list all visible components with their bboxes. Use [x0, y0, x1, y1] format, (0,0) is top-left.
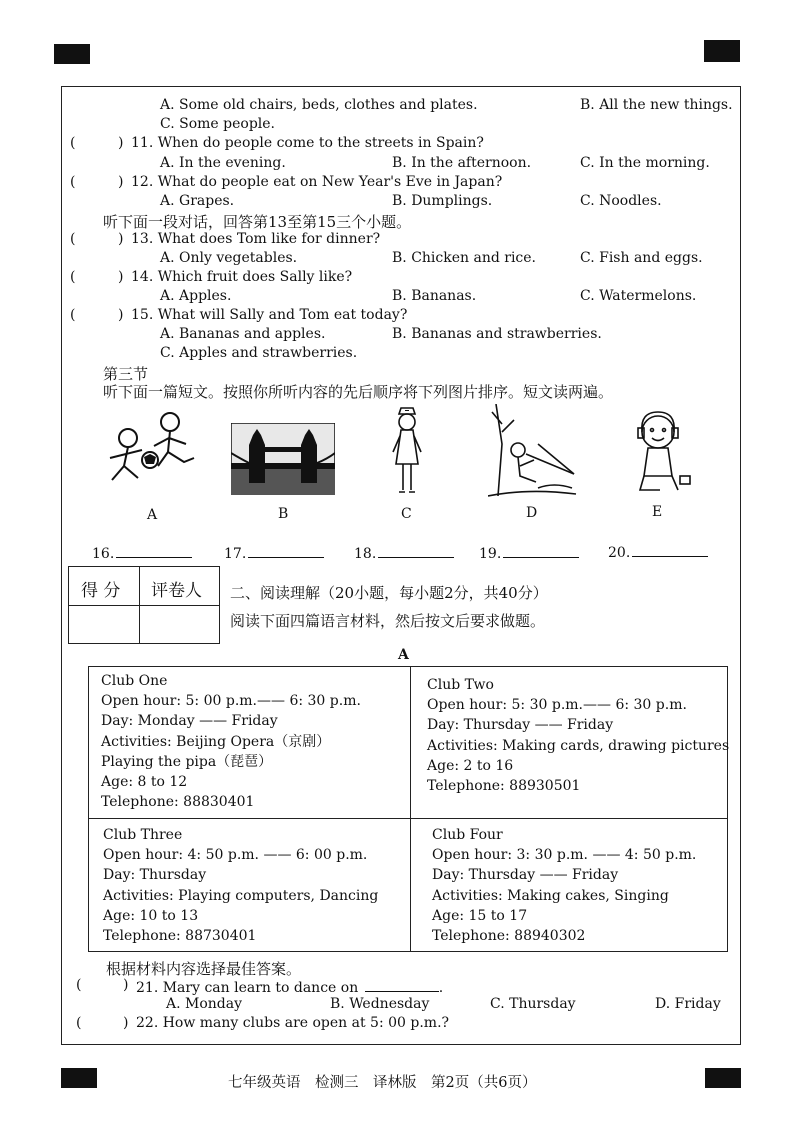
- club-two-activities: Activities: Making cards, drawing pictures: [427, 737, 730, 754]
- picture-d-fishing-boy: [488, 404, 578, 500]
- picture-c-nurse: [390, 406, 424, 498]
- blank-18[interactable]: [354, 543, 454, 562]
- registration-mark-top-right: [704, 40, 740, 62]
- q21-option-c: C. Thursday: [490, 996, 576, 1012]
- q22-close-paren: ): [123, 1015, 129, 1031]
- q21-close-paren: ): [123, 977, 129, 993]
- q12-option-b: B. Dumplings.: [392, 193, 493, 209]
- q11-option-c: C. In the morning.: [580, 155, 710, 171]
- page-footer: 七年级英语 检测三 译林版 第2页（共6页）: [228, 1075, 537, 1091]
- q11-option-a: A. In the evening.: [160, 155, 286, 171]
- dialog-instruction: 听下面一段对话，回答第13至第15三个小题。: [103, 213, 412, 231]
- q21-stem-text: 21. Mary can learn to dance on: [136, 980, 359, 996]
- picture-label-e: E: [652, 504, 663, 520]
- club-two-name: Club Two: [427, 677, 494, 693]
- part2-instruction: 阅读下面四篇语言材料，然后按文后要求做题。: [230, 612, 546, 630]
- picture-label-a: A: [147, 507, 158, 523]
- club-two-day: Day: Thursday —— Friday: [427, 717, 614, 734]
- q13-stem: 13. What does Tom like for dinner?: [131, 231, 381, 247]
- q10-option-a: A. Some old chairs, beds, clothes and plates.: [160, 97, 478, 113]
- q21-option-a: A. Monday: [166, 996, 243, 1012]
- q21-answer-line[interactable]: [365, 977, 439, 992]
- picture-label-d: D: [526, 505, 538, 521]
- q14-option-a: A. Apples.: [160, 288, 232, 304]
- club-three-day: Day: Thursday: [103, 867, 207, 884]
- club-two: [427, 675, 729, 796]
- club-two-age: Age: 2 to 16: [427, 757, 514, 774]
- q13-option-c: C. Fish and eggs.: [580, 250, 703, 266]
- q12-close-paren: ): [118, 174, 124, 190]
- grader-label: 评卷人: [151, 581, 202, 601]
- q22-open-paren: (: [76, 1015, 82, 1031]
- section3-title: 第三节: [103, 365, 149, 383]
- score-box: [68, 566, 220, 644]
- q15-option-b: B. Bananas and strawberries.: [392, 326, 602, 342]
- club-four-open-hour: Open hour: 3: 30 p.m. —— 4: 50 p.m.: [432, 847, 697, 864]
- q14-option-b: B. Bananas.: [392, 288, 477, 304]
- q14-option-c: C. Watermelons.: [580, 288, 697, 304]
- club-three-activities: Activities: Playing computers, Dancing: [103, 887, 379, 904]
- q15-stem: 15. What will Sally and Tom eat today?: [131, 307, 408, 323]
- blank-20-number: 20.: [608, 545, 631, 561]
- q10-option-b: B. All the new things.: [580, 97, 733, 113]
- q21-open-paren: (: [76, 977, 82, 993]
- clubs-table: [88, 666, 728, 952]
- clubs-table-row-divider: [89, 818, 727, 819]
- q12-option-a: A. Grapes.: [160, 193, 235, 209]
- q13-option-a: A. Only vegetables.: [160, 250, 298, 266]
- registration-mark-top-left: [54, 44, 90, 64]
- blank-17-line[interactable]: [248, 543, 324, 558]
- blank-18-line[interactable]: [378, 543, 454, 558]
- picture-e-child-with-headphones: [630, 406, 694, 494]
- club-four-name: Club Four: [432, 827, 503, 843]
- blank-16-number: 16.: [92, 546, 115, 562]
- q15-option-c: C. Apples and strawberries.: [160, 345, 358, 361]
- q12-option-c: C. Noodles.: [580, 193, 662, 209]
- club-one-activities-2: Playing the pipa（琵琶）: [101, 753, 273, 770]
- club-four-day: Day: Thursday —— Friday: [432, 867, 619, 884]
- picture-label-b: B: [278, 506, 289, 522]
- score-label: 得 分: [81, 581, 121, 601]
- q11-option-b: B. In the afternoon.: [392, 155, 532, 171]
- club-one-age: Age: 8 to 12: [101, 774, 188, 791]
- blank-18-number: 18.: [354, 546, 377, 562]
- club-four-activities: Activities: Making cakes, Singing: [432, 887, 669, 904]
- q15-option-a: A. Bananas and apples.: [160, 326, 326, 342]
- clubs-table-column-divider: [410, 667, 411, 951]
- club-three-open-hour: Open hour: 4: 50 p.m. —— 6: 00 p.m.: [103, 847, 368, 864]
- club-one-name: Club One: [101, 673, 168, 689]
- blank-17-number: 17.: [224, 546, 247, 562]
- blank-16-line[interactable]: [116, 543, 192, 558]
- club-four-telephone: Telephone: 88940302: [432, 928, 586, 945]
- q11-close-paren: ): [118, 135, 124, 151]
- q21-option-b: B. Wednesday: [330, 996, 430, 1012]
- blank-20[interactable]: [608, 542, 708, 561]
- picture-label-c: C: [401, 506, 412, 522]
- club-one-day: Day: Monday —— Friday: [101, 713, 278, 730]
- section3-instruction: 听下面一篇短文。按照你所听内容的先后顺序将下列图片排序。短文读两遍。: [103, 383, 614, 401]
- club-three: [103, 825, 378, 946]
- q21-stem-end: .: [438, 980, 444, 996]
- club-one-activities: Activities: Beijing Opera（京剧）: [101, 733, 331, 750]
- q14-open-paren: (: [70, 269, 76, 285]
- q11-open-paren: (: [70, 135, 76, 151]
- score-box-row-divider: [69, 605, 219, 606]
- q11-stem: 11. When do people come to the streets in Spain?: [131, 135, 484, 151]
- q21-stem: [136, 977, 443, 996]
- blank-19-line[interactable]: [503, 543, 579, 558]
- blank-17[interactable]: [224, 543, 324, 562]
- q22-stem: 22. How many clubs are open at 5: 00 p.m.?: [136, 1015, 450, 1031]
- blank-19[interactable]: [479, 543, 579, 562]
- q12-open-paren: (: [70, 174, 76, 190]
- choose-instruction: 根据材料内容选择最佳答案。: [106, 960, 302, 978]
- q21-option-d: D. Friday: [655, 996, 721, 1012]
- q13-open-paren: (: [70, 231, 76, 247]
- club-three-telephone: Telephone: 88730401: [103, 928, 257, 945]
- blank-16[interactable]: [92, 543, 192, 562]
- club-four-age: Age: 15 to 17: [432, 907, 528, 924]
- club-four: [432, 825, 696, 946]
- blank-19-number: 19.: [479, 546, 502, 562]
- q13-option-b: B. Chicken and rice.: [392, 250, 536, 266]
- club-three-age: Age: 10 to 13: [103, 907, 199, 924]
- q13-close-paren: ): [118, 231, 124, 247]
- registration-mark-bottom-right: [705, 1068, 741, 1088]
- q15-close-paren: ): [118, 307, 124, 323]
- q10-option-c: C. Some people.: [160, 116, 275, 132]
- club-two-telephone: Telephone: 88930501: [427, 778, 581, 795]
- registration-mark-bottom-left: [61, 1068, 97, 1088]
- club-two-open-hour: Open hour: 5: 30 p.m.—— 6: 30 p.m.: [427, 697, 687, 714]
- part2-title: 二、阅读理解（20小题，每小题2分，共40分）: [230, 584, 548, 602]
- passage-label: A: [398, 647, 409, 663]
- picture-a-soccer-players: [98, 408, 202, 496]
- q14-stem: 14. Which fruit does Sally like?: [131, 269, 353, 285]
- q12-stem: 12. What do people eat on New Year's Eve in Japan?: [131, 174, 503, 190]
- club-one: [101, 671, 361, 812]
- q14-close-paren: ): [118, 269, 124, 285]
- q15-open-paren: (: [70, 307, 76, 323]
- blank-20-line[interactable]: [632, 542, 708, 557]
- club-one-telephone: Telephone: 88830401: [101, 794, 255, 811]
- picture-b-tower-bridge: [231, 423, 335, 495]
- club-one-open-hour: Open hour: 5: 00 p.m.—— 6: 30 p.m.: [101, 693, 361, 710]
- club-three-name: Club Three: [103, 827, 183, 843]
